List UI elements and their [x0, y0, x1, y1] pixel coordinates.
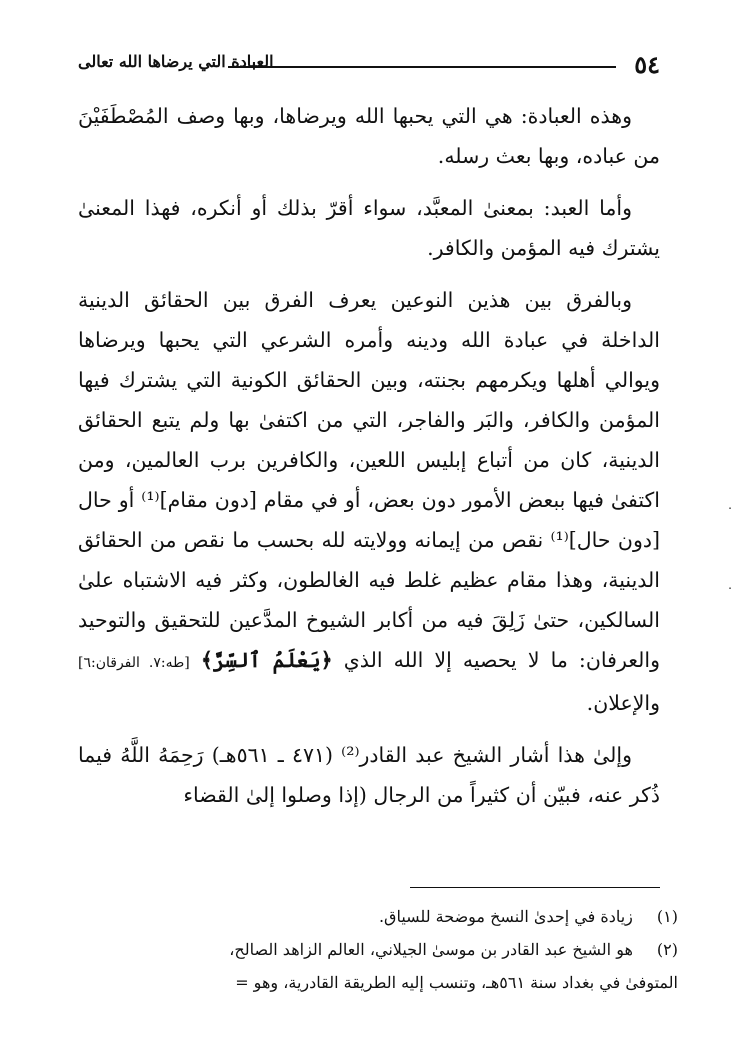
paragraph-text: وبالفرق بين هذين النوعين يعرف الفرق بين الحقائق الدينية الداخلة في عبادة الله ودينه وأمره الشرعي التي يحبها ويرضاها ويوالي أهلها ويكرمهم بجنته، وبين الحقائق الكونية التي يشترك فيها المؤمن والكافر، والبَر والفاجر، التي من اكتفىٰ بها ولم يتبع الحقائق الدينية، كان من أتباع إبليس اللعين، والكافرين برب العالمين، ومن اكتفىٰ فيها ببعض الأمور دون بعض، أو في مقام [دون مقام]⁽¹⁾ أو حال [دون حال]⁽¹⁾ نقص من إيمانه وولايته لله بحسب ما نقص من الحقائق الدينية، وهذا مقام عظيم غلط فيه الغالطون، وكثر فيه الاشتباه علىٰ السالكين، حتىٰ زَلِقَ فيه من أكابر الشيوخ المدَّعين للتحقيق والتوحيد والعرفان: ما لا يحصيه إلا الله الذي: [78, 288, 660, 672]
footnote-rule: [410, 887, 660, 888]
quran-phrase: ﴿يَعْلَمُ ٱلسِّرَّ﴾: [200, 648, 333, 672]
paragraph: وإلىٰ هذا أشار الشيخ عبد القادر⁽²⁾ (٤٧١ ـ ٥٦١هـ) رَحِمَهُ اللَّهُ فيما ذُكر عنه، فبيّن أن كثيراً من الرجال (إذا وصلوا إلىٰ القضاء: [78, 743, 660, 807]
paragraph: وهذه العبادة: هي التي يحبها الله ويرضاها، وبها وصف المُصْطَفَيْنَ من عباده، وبها بعث رسله.: [78, 104, 660, 168]
paragraph-end: والإعلان.: [586, 691, 660, 715]
footnote: [70, 933, 678, 966]
page-header: [78, 50, 660, 86]
footnote-text: زيادة في إحدىٰ النسخ موضحة للسياق.: [378, 907, 633, 926]
margin-dot: .: [728, 578, 732, 592]
footnote-number: (٢): [656, 940, 678, 959]
header-rule: [228, 66, 616, 68]
paragraph: وأما العبد: بمعنىٰ المعبَّد، سواء أقرّ بذلك أو أنكره، فهذا المعنىٰ يشترك فيه المؤمن والكافر.: [78, 196, 660, 260]
page-number: ٥٤: [634, 50, 660, 79]
quran-reference: [طه:٧. الفرقان:٦]: [78, 655, 190, 671]
main-text: [78, 96, 660, 815]
margin-dot: .: [728, 498, 732, 512]
footnote-continuation: المتوفىٰ في بغداد سنة ٥٦١هـ، وتنسب إليه الطريقة القادرية، وهو =: [235, 973, 678, 992]
footnote-number: (١): [656, 907, 678, 926]
running-title: العبادة التي يرضاها الله تعالى: [78, 52, 274, 71]
footnote-text: هو الشيخ عبد القادر بن موسىٰ الجيلاني، العالم الزاهد الصالح،: [229, 940, 633, 959]
footnotes: [70, 900, 678, 999]
paragraph: [78, 280, 660, 723]
footnote: [70, 900, 678, 933]
